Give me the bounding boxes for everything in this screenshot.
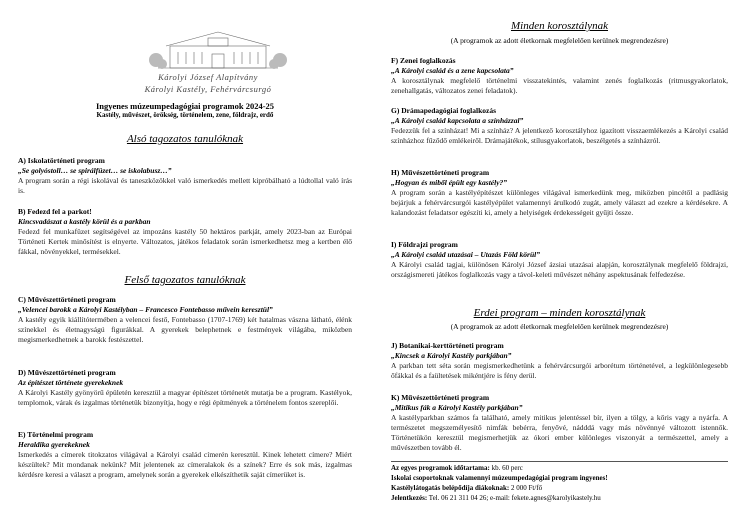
program-g-label: G) Drámapedagógiai foglalkozás [391, 106, 496, 115]
program-g-body: Fedezzük fel a színházat! Mi a színház? A jelentkező korosztályhoz igazított visszaemlékezés a Károlyi család színházhoz fűződő emlékeiről. Drámajátékok, stílusgyakorlatok, beszélgetés a színházról. [391, 126, 728, 145]
contact-value[interactable]: Tel. 06 21 311 04 26; e-mail: fekete.agnes@karolyikastely.hu [428, 494, 601, 502]
program-e-label: E) Történelmi program [18, 430, 94, 439]
heading-lower-grades: Alsó tagozatos tanulóknak [126, 133, 244, 145]
program-h-subtitle: „Hogyan és miből épült egy kastély?” [391, 178, 508, 187]
info-duration [391, 463, 728, 473]
program-i-body: A Károlyi család tagjai, különösen Károlyi József ázsiai utazásai alapján, korosztálynak megfelelő földrajzi, országismereti játékos foglalkozás vagy a távol-keleti művészet néhány aspektusának felfedezése. [391, 260, 728, 279]
program-d-subtitle: Az építészet története gyerekeknek [18, 378, 124, 387]
program-d [18, 368, 352, 408]
info-contact [391, 493, 728, 503]
info-box [391, 463, 728, 503]
program-f [391, 56, 728, 96]
program-g [391, 106, 728, 146]
program-c-subtitle: „Velencei barokk a Károlyi Kastélyban – Francesco Fontebasso művein keresztül” [18, 305, 273, 314]
duration-value: kb. 60 perc [491, 464, 523, 472]
program-d-body: A Károlyi Kastély gyönyörű épületén keresztül a magyar építészet történetét mutatja be a program. Kastélyok, templomok, várak és izgalmas történetük bizonyítja, hogy e régi építmények a történelem fontos szereplői. [18, 388, 352, 407]
program-k [391, 393, 728, 453]
page-subtitle: Kastély, művészet, örökség, történelem, zene, földrajz, erdő [96, 111, 274, 119]
logo-castle-name: Károlyi Kastély, Fehérvárcsurgó [144, 84, 272, 94]
heading-forest-program: Erdei program – minden korosztálynak [473, 307, 646, 319]
ticket-label: Kastélylátogatás belépődíja diákoknak: [391, 484, 510, 492]
program-a [18, 156, 352, 196]
program-b-body: Fedezd fel munkafüzet segítségével az impozáns kastély 50 hektáros parkját, amely 2023-ban az Európai Történeti Kertek minősítést is elnyerte. Változatos, játékos feladatok során ismerkedhetsz meg a kertben élő fákkal, növényekkel, termésekkel. [18, 227, 352, 256]
program-c [18, 295, 352, 345]
info-ticket [391, 483, 728, 493]
program-d-label: D) Művészettörténeti program [18, 368, 116, 377]
program-h-label: H) Művészettörténeti program [391, 168, 490, 177]
castle-logo-icon [148, 26, 288, 74]
program-j-body: A parkban tett séta során megismerkedhetünk a fehérvárcsurgói arborétum történetével, a legkülönlegesebb őfákkal és a faültetések mikéntjére is fény derül. [391, 361, 728, 380]
page-title: Ingyenes múzeumpedagógiai programok 2024-25 [95, 101, 275, 111]
logo-foundation-name: Károlyi József Alapítvány [158, 72, 258, 82]
contact-label: Jelentkezés: [391, 494, 428, 502]
program-h [391, 168, 728, 218]
duration-label: Az egyes programok időtartama: [391, 464, 490, 472]
program-e-body: Ismerkedés a címerek titokzatos világával a Károlyi család címerén keresztül. Kinek lehetett címere? Miért készültek? Mit mondanak nekünk? Mit jelentenek az címeralakok és a színek? Erre és sok más, izgalmas kérdésre keresi a választ a program, amelynek során a gyerekek elkészíthetik saját címerüket is. [18, 450, 352, 479]
program-k-label: K) Művészettörténeti program [391, 393, 490, 402]
program-i [391, 240, 728, 280]
program-i-label: I) Földrajzi program [391, 240, 458, 249]
program-j-label: J) Botanikai-kerttörténeti program [391, 341, 504, 350]
program-f-label: F) Zenei foglalkozás [391, 56, 456, 65]
program-c-label: C) Művészettörténeti program [18, 295, 116, 304]
note-all-ages: (A programok az adott életkornak megfelelően kerülnek megrendezésre) [450, 36, 669, 45]
program-b-label: B) Fedezd fel a parkot! [18, 207, 92, 216]
program-c-body: A kastély egyik kiállítótermében a velencei festő, Fontebasso (1707-1769) két hatalmas vászna látható, élénk színekkel és életnagyságú figurákkal. A gyerekek belephetnek e festmények világába, miközben megismerkedhetnek a barokk festészettel. [18, 315, 352, 344]
program-f-body: A korosztálynak megfelelő történelmi visszatekintés, valamint zenés foglalkozás (ritmusgyakorlatok, zenehallgatás, változatos zenei feladatok). [391, 76, 728, 95]
program-j [391, 341, 728, 381]
ticket-value: 2 000 Ft/fő [511, 484, 543, 492]
free-text: Iskolai csoportoknak valamennyi múzeumpedagógiai program ingyenes! [391, 474, 608, 482]
program-e [18, 430, 352, 480]
program-a-label: A) Iskolatörténeti program [18, 156, 105, 165]
program-b [18, 207, 352, 257]
program-a-subtitle: „Se golyóstoll… se spirálfüzet… se iskolabusz…” [18, 166, 172, 175]
program-e-subtitle: Heraldika gyerekeknek [18, 440, 90, 449]
program-i-subtitle: „A Károlyi család utazásai – Utazás Föld körül” [391, 250, 540, 259]
note-forest-program: (A programok az adott életkornak megfelelően kerülnek megrendezésre) [450, 322, 669, 331]
program-a-body: A program során a régi iskolával és taneszközökkel való ismerkedés mellett kipróbálható a lúdtollal való írás is. [18, 176, 352, 195]
heading-upper-grades: Felső tagozatos tanulóknak [124, 274, 246, 286]
heading-all-ages: Minden korosztálynak [510, 20, 609, 32]
program-k-subtitle: „Mitikus fák a Károlyi Kastély parkjában” [391, 403, 523, 412]
program-g-subtitle: „A Károlyi család kapcsolata a színházzal” [391, 116, 524, 125]
info-divider [391, 461, 728, 462]
info-free [391, 473, 728, 483]
program-f-subtitle: „A Károlyi család és a zene kapcsolata” [391, 66, 514, 75]
program-j-subtitle: „Kincsek a Károlyi Kastély parkjában” [391, 351, 512, 360]
program-k-body: A kastélyparkban számos fa található, amely mitikus jelentéssel bír, ilyen a tölgy, a kőris vagy a nyárfa. A természetet megszemélyesítő nimfák bebérra, fenyővé, nádddá vagy más növénnyé változott istennők. Történetükön keresztül megismerhetjük az ókori ember különleges viszonyát a természettel, amely a művészetben tovább él. [391, 413, 728, 452]
program-h-body: A program során a kastélyépítészet különleges világával ismerkedünk meg, miközben pincétől a padlásig bejárjuk a fehérvárcsurgói kastélyépület valamennyi árulkodó zugát, amely választ ad ezekre a kérdésekre. A kalandozást feladatsor egészíti ki, amely a helyiségek érdekességeit gyűjti össze. [391, 188, 728, 217]
program-b-subtitle: Kincsvadászat a kastély körül és a parkban [18, 217, 151, 226]
